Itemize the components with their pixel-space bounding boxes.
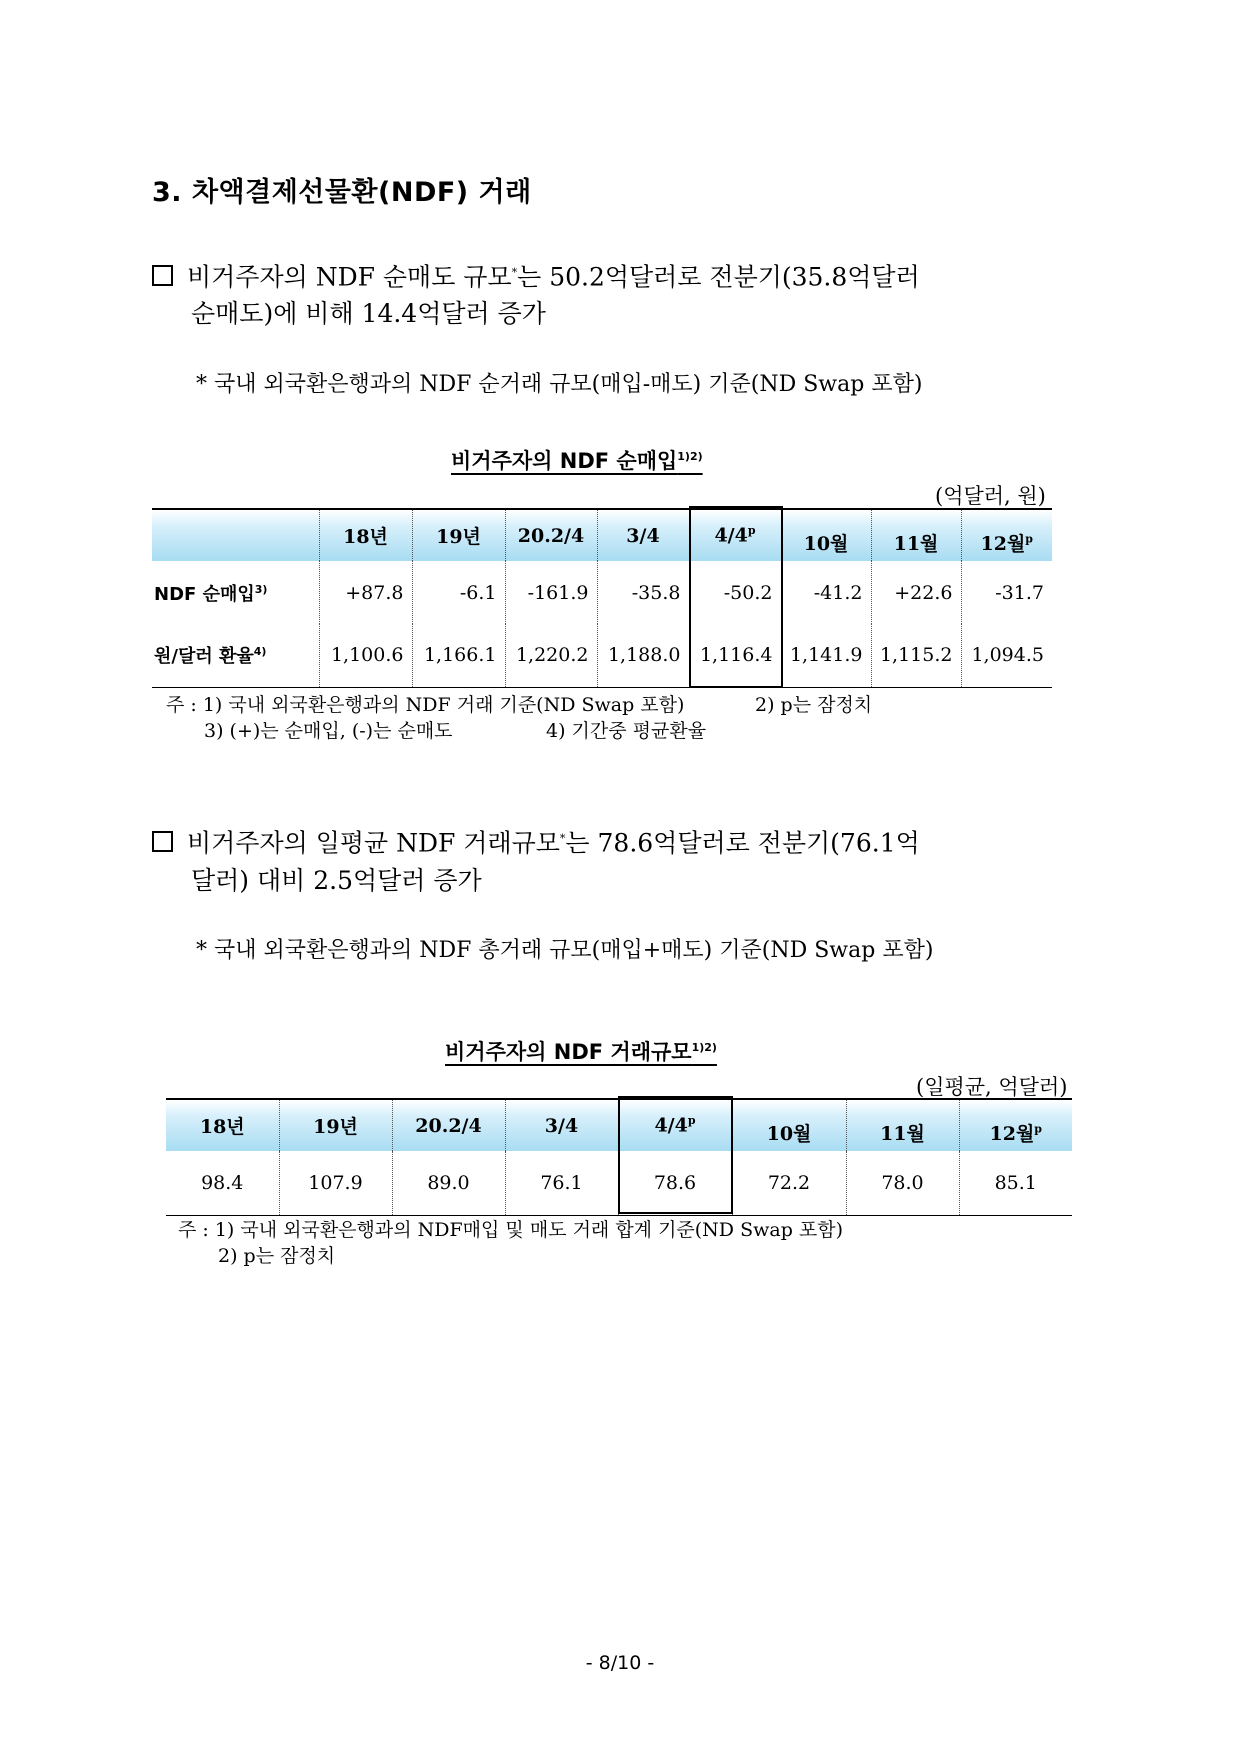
table-cell: 1,220.2 — [505, 624, 597, 687]
row-label-text: NDF 순매입 — [154, 583, 255, 605]
table-cell: 1,094.5 — [961, 624, 1052, 687]
row-label — [152, 624, 319, 687]
para1-text-b: 는 50.2억달러로 전분기(35.8억달러 — [517, 262, 920, 292]
row-label-text: 원/달러 환율 — [154, 646, 254, 668]
table-cell: 107.9 — [279, 1151, 392, 1215]
section-title: 3. 차액결제선물환(NDF) 거래 — [152, 177, 532, 208]
table-1-header-cell: 20.2/4 — [505, 509, 597, 561]
table-1-header-sup: p — [747, 524, 756, 538]
table-cell: -50.2 — [689, 561, 781, 624]
table-2-title — [445, 1036, 717, 1066]
table-cell: 89.0 — [392, 1151, 505, 1215]
table-2-header-cell: 11월 — [846, 1099, 959, 1151]
note-1: * 국내 외국환은행과의 NDF 순거래 규모(매입-매도) 기준(ND Swap 포함) — [196, 372, 923, 397]
paragraph-1-line-1 — [152, 252, 920, 298]
table-cell: +22.6 — [871, 561, 961, 624]
table-1-title — [451, 445, 703, 475]
table-1-header-row — [152, 509, 1052, 561]
table-cell: 1,141.9 — [781, 624, 871, 687]
table-2-unit: (일평균, 억달러) — [916, 1075, 1068, 1099]
table-2-footnote-1: 주 : 1) 국내 외국환은행과의 NDF매입 및 매도 거래 합계 기준(ND Swap 포함) — [178, 1219, 844, 1241]
para2-text-a: 비거주자의 일평균 NDF 거래규모 — [187, 828, 560, 858]
row-label-sup: 3) — [254, 582, 268, 596]
table-cell: -6.1 — [412, 561, 505, 624]
table-2-header-cell: 20.2/4 — [392, 1099, 505, 1151]
table-1-header-cell: 10월 — [781, 509, 871, 561]
table-cell: 78.6 — [618, 1151, 732, 1215]
paragraph-2-line-2: 달러) 대비 2.5억달러 증가 — [191, 866, 482, 895]
table-2-header-cell: 10월 — [732, 1099, 846, 1151]
table-cell: 1,166.1 — [412, 624, 505, 687]
table-1-header-corner — [152, 509, 319, 561]
table-row — [152, 561, 1052, 624]
table-2-header-cell: 18년 — [166, 1099, 279, 1151]
table-cell: 1,188.0 — [597, 624, 689, 687]
table-1-header-cell: 3/4 — [597, 509, 689, 561]
table-1-header-text: 4/4 — [714, 524, 748, 547]
table-2-header-cell: 19년 — [279, 1099, 392, 1151]
para2-star: * — [559, 832, 566, 845]
table-1-footnote-3: 3) (+)는 순매입, (-)는 순매도 — [204, 720, 453, 742]
paragraph-2-line-1 — [152, 818, 920, 864]
table-cell: 72.2 — [732, 1151, 846, 1215]
table-2-header-cell — [959, 1099, 1072, 1151]
table-cell: 1,116.4 — [689, 624, 781, 687]
table-2-footnote-2: 2) p는 잠정치 — [218, 1245, 336, 1267]
table-cell: -41.2 — [781, 561, 871, 624]
table-1-title-text: 비거주자의 NDF 순매입 — [451, 449, 678, 473]
table-1-highlight-box — [689, 506, 783, 688]
table-1-header-cell: 18년 — [319, 509, 412, 561]
table-cell: -35.8 — [597, 561, 689, 624]
table-1-header-text: 12월 — [980, 533, 1026, 555]
table-row — [152, 624, 1052, 687]
table-1-footnote-2: 2) p는 잠정치 — [755, 694, 873, 716]
paragraph-1-line-2: 순매도)에 비해 14.4억달러 증가 — [191, 299, 546, 328]
table-1-header-sup: p — [1025, 532, 1033, 546]
note-2: * 국내 외국환은행과의 NDF 총거래 규모(매입+매도) 기준(ND Swap 포함) — [196, 938, 934, 963]
table-2-header-cell: 3/4 — [505, 1099, 618, 1151]
table-cell: -31.7 — [961, 561, 1052, 624]
page-number: - 8/10 - — [585, 1652, 655, 1674]
table-1-title-sup: 1)2) — [677, 450, 703, 463]
para1-text-a: 비거주자의 NDF 순매도 규모 — [187, 262, 512, 292]
table-2-title-sup: 1)2) — [691, 1041, 717, 1054]
para1-star: * — [511, 266, 518, 279]
table-cell: 1,100.6 — [319, 624, 412, 687]
table-2-highlight-box — [618, 1096, 733, 1214]
table-2-title-text: 비거주자의 NDF 거래규모 — [445, 1040, 692, 1064]
table-cell: -161.9 — [505, 561, 597, 624]
table-cell: 76.1 — [505, 1151, 618, 1215]
table-1 — [152, 508, 1052, 688]
table-cell: +87.8 — [319, 561, 412, 624]
table-cell: 98.4 — [201, 1171, 244, 1194]
table-1-footnote-1: 주 : 1) 국내 외국환은행과의 NDF 거래 기준(ND Swap 포함) — [166, 694, 685, 716]
checkbox-icon — [152, 265, 173, 286]
table-cell: 78.0 — [846, 1151, 959, 1215]
para2-text-b: 는 78.6억달러로 전분기(76.1억 — [565, 828, 920, 858]
table-2-header-sup: p — [1034, 1122, 1042, 1136]
table-1-footnote-4: 4) 기간중 평균환율 — [546, 720, 707, 742]
table-2-header-text: 4/4 — [654, 1114, 688, 1137]
table-cell: 85.1 — [959, 1151, 1072, 1215]
table-cell: 1,115.2 — [871, 624, 961, 687]
table-1-header-cell — [961, 509, 1052, 561]
table-2-header-sup: p — [687, 1114, 696, 1128]
checkbox-icon — [152, 831, 173, 852]
table-1-unit: (억달러, 원) — [935, 484, 1046, 508]
table-2-header-text: 12월 — [989, 1123, 1035, 1145]
table-1-header-cell: 19년 — [412, 509, 505, 561]
table-1-header-cell: 11월 — [871, 509, 961, 561]
row-label-sup: 4) — [253, 645, 267, 659]
row-label — [152, 561, 319, 624]
